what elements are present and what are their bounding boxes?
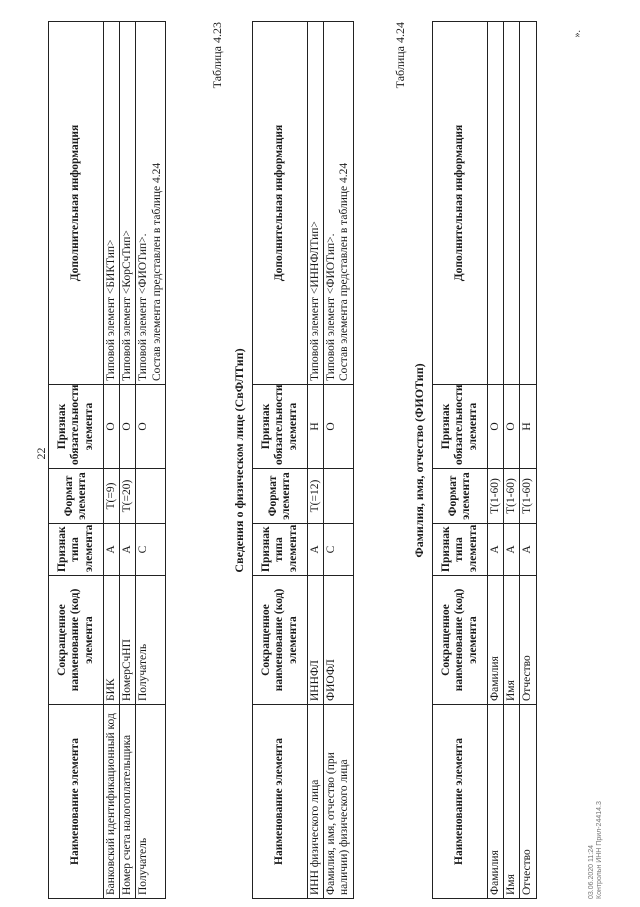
table-cell: А xyxy=(104,524,120,576)
table-cell xyxy=(324,469,353,524)
table-cell: Типовой элемент <КорСчТип> xyxy=(120,22,136,385)
table-number-4-23: Таблица 4.23 xyxy=(210,22,224,89)
table-cell: Т(1-60) xyxy=(488,469,504,524)
table-cell: С xyxy=(136,524,165,576)
stamp-ref: Контрольн ИНН Прил-24414.3 xyxy=(596,801,604,899)
table-cell: Имя xyxy=(504,576,520,705)
column-header: Признак обязательности элемента xyxy=(433,385,488,469)
table-cell: А xyxy=(520,524,536,576)
table-cell: А xyxy=(308,524,324,576)
column-header: Формат элемента xyxy=(49,469,104,524)
table-cell: Н xyxy=(308,385,324,469)
column-header: Наименование элемента xyxy=(253,705,308,899)
table-row xyxy=(504,22,520,899)
table-cell: Банковский идентификационный код xyxy=(104,705,120,899)
table-cell xyxy=(488,22,504,385)
table-cell: А xyxy=(488,524,504,576)
table-cell: Т(1-60) xyxy=(504,469,520,524)
table-4-24 xyxy=(432,21,537,899)
column-header: Сокращенное наименование (код) элемента xyxy=(433,576,488,705)
column-header: Признак типа элемента xyxy=(49,524,104,576)
table-cell: А xyxy=(504,524,520,576)
table-cell: Получатель xyxy=(136,576,165,705)
column-header: Признак типа элемента xyxy=(253,524,308,576)
table-cell: Типовой элемент <ФИОТип>. Состав элемента представлен в таблице 4.24 xyxy=(324,22,353,385)
table-cell: Т(=20) xyxy=(120,469,136,524)
table-cell: Фамилия xyxy=(488,705,504,899)
table-cell: Отчество xyxy=(520,705,536,899)
table-cell: БИК xyxy=(104,576,120,705)
column-header: Сокращенное наименование (код) элемента xyxy=(49,576,104,705)
table-cell: Т(=9) xyxy=(104,469,120,524)
table-cell: Т(1-60) xyxy=(520,469,536,524)
table-cell: Фамилия, имя, отчество (при наличии) физического лица xyxy=(324,705,353,899)
table-cell: Типовой элемент <БИКТип> xyxy=(104,22,120,385)
table-cell: О xyxy=(136,385,165,469)
column-header: Наименование элемента xyxy=(49,705,104,899)
table-cell: А xyxy=(120,524,136,576)
stamp-date: 03.06.2020 11:24 xyxy=(588,845,595,899)
table-cell: Т(=12) xyxy=(308,469,324,524)
column-header: Признак типа элемента xyxy=(433,524,488,576)
table-cell: Получатель xyxy=(136,705,165,899)
table-cell: ИННФЛ xyxy=(308,576,324,705)
table-row xyxy=(488,22,504,899)
table-bank-details xyxy=(48,21,166,899)
table-caption-4-23: Сведения о физическом лице (СвФЛТип) xyxy=(232,348,246,573)
table-cell xyxy=(520,22,536,385)
column-header: Формат элемента xyxy=(253,469,308,524)
table-cell: Фамилия xyxy=(488,576,504,705)
table-row xyxy=(324,22,353,899)
column-header: Формат элемента xyxy=(433,469,488,524)
column-header: Дополнительная информация xyxy=(433,22,488,385)
page-number: 22 xyxy=(34,447,48,460)
table-row xyxy=(136,22,165,899)
table-cell xyxy=(504,22,520,385)
table-cell: Номер счета налогоплательщика xyxy=(120,705,136,899)
table-cell: ФИОФЛ xyxy=(324,576,353,705)
table-row xyxy=(104,22,120,899)
print-stamp xyxy=(588,801,605,899)
table-cell: О xyxy=(120,385,136,469)
table-cell: С xyxy=(324,524,353,576)
table-4-23 xyxy=(252,21,354,899)
table-row xyxy=(308,22,324,899)
table-number-4-24: Таблица 4.24 xyxy=(393,22,407,89)
table-row xyxy=(520,22,536,899)
column-header: Наименование элемента xyxy=(433,705,488,899)
column-header: Признак обязательности элемента xyxy=(49,385,104,469)
table-caption-4-24: Фамилия, имя, отчество (ФИОТип) xyxy=(412,363,426,558)
table-cell: НомерСчНП xyxy=(120,576,136,705)
table-cell: Типовой элемент <ФИОТип>. Состав элемента представлен в таблице 4.24 xyxy=(136,22,165,385)
table-cell: О xyxy=(504,385,520,469)
table-cell: Типовой элемент <ИННФЛТип> xyxy=(308,22,324,385)
column-header: Дополнительная информация xyxy=(253,22,308,385)
table-row xyxy=(120,22,136,899)
table-cell: О xyxy=(488,385,504,469)
table-cell: О xyxy=(324,385,353,469)
end-mark: ». xyxy=(572,30,583,38)
column-header: Признак обязательности элемента xyxy=(253,385,308,469)
table-cell: О xyxy=(104,385,120,469)
column-header: Дополнительная информация xyxy=(49,22,104,385)
column-header: Сокращенное наименование (код) элемента xyxy=(253,576,308,705)
table-cell xyxy=(136,469,165,524)
table-cell: Имя xyxy=(504,705,520,899)
table-cell: Н xyxy=(520,385,536,469)
table-cell: Отчество xyxy=(520,576,536,705)
table-cell: ИНН физического лица xyxy=(308,705,324,899)
